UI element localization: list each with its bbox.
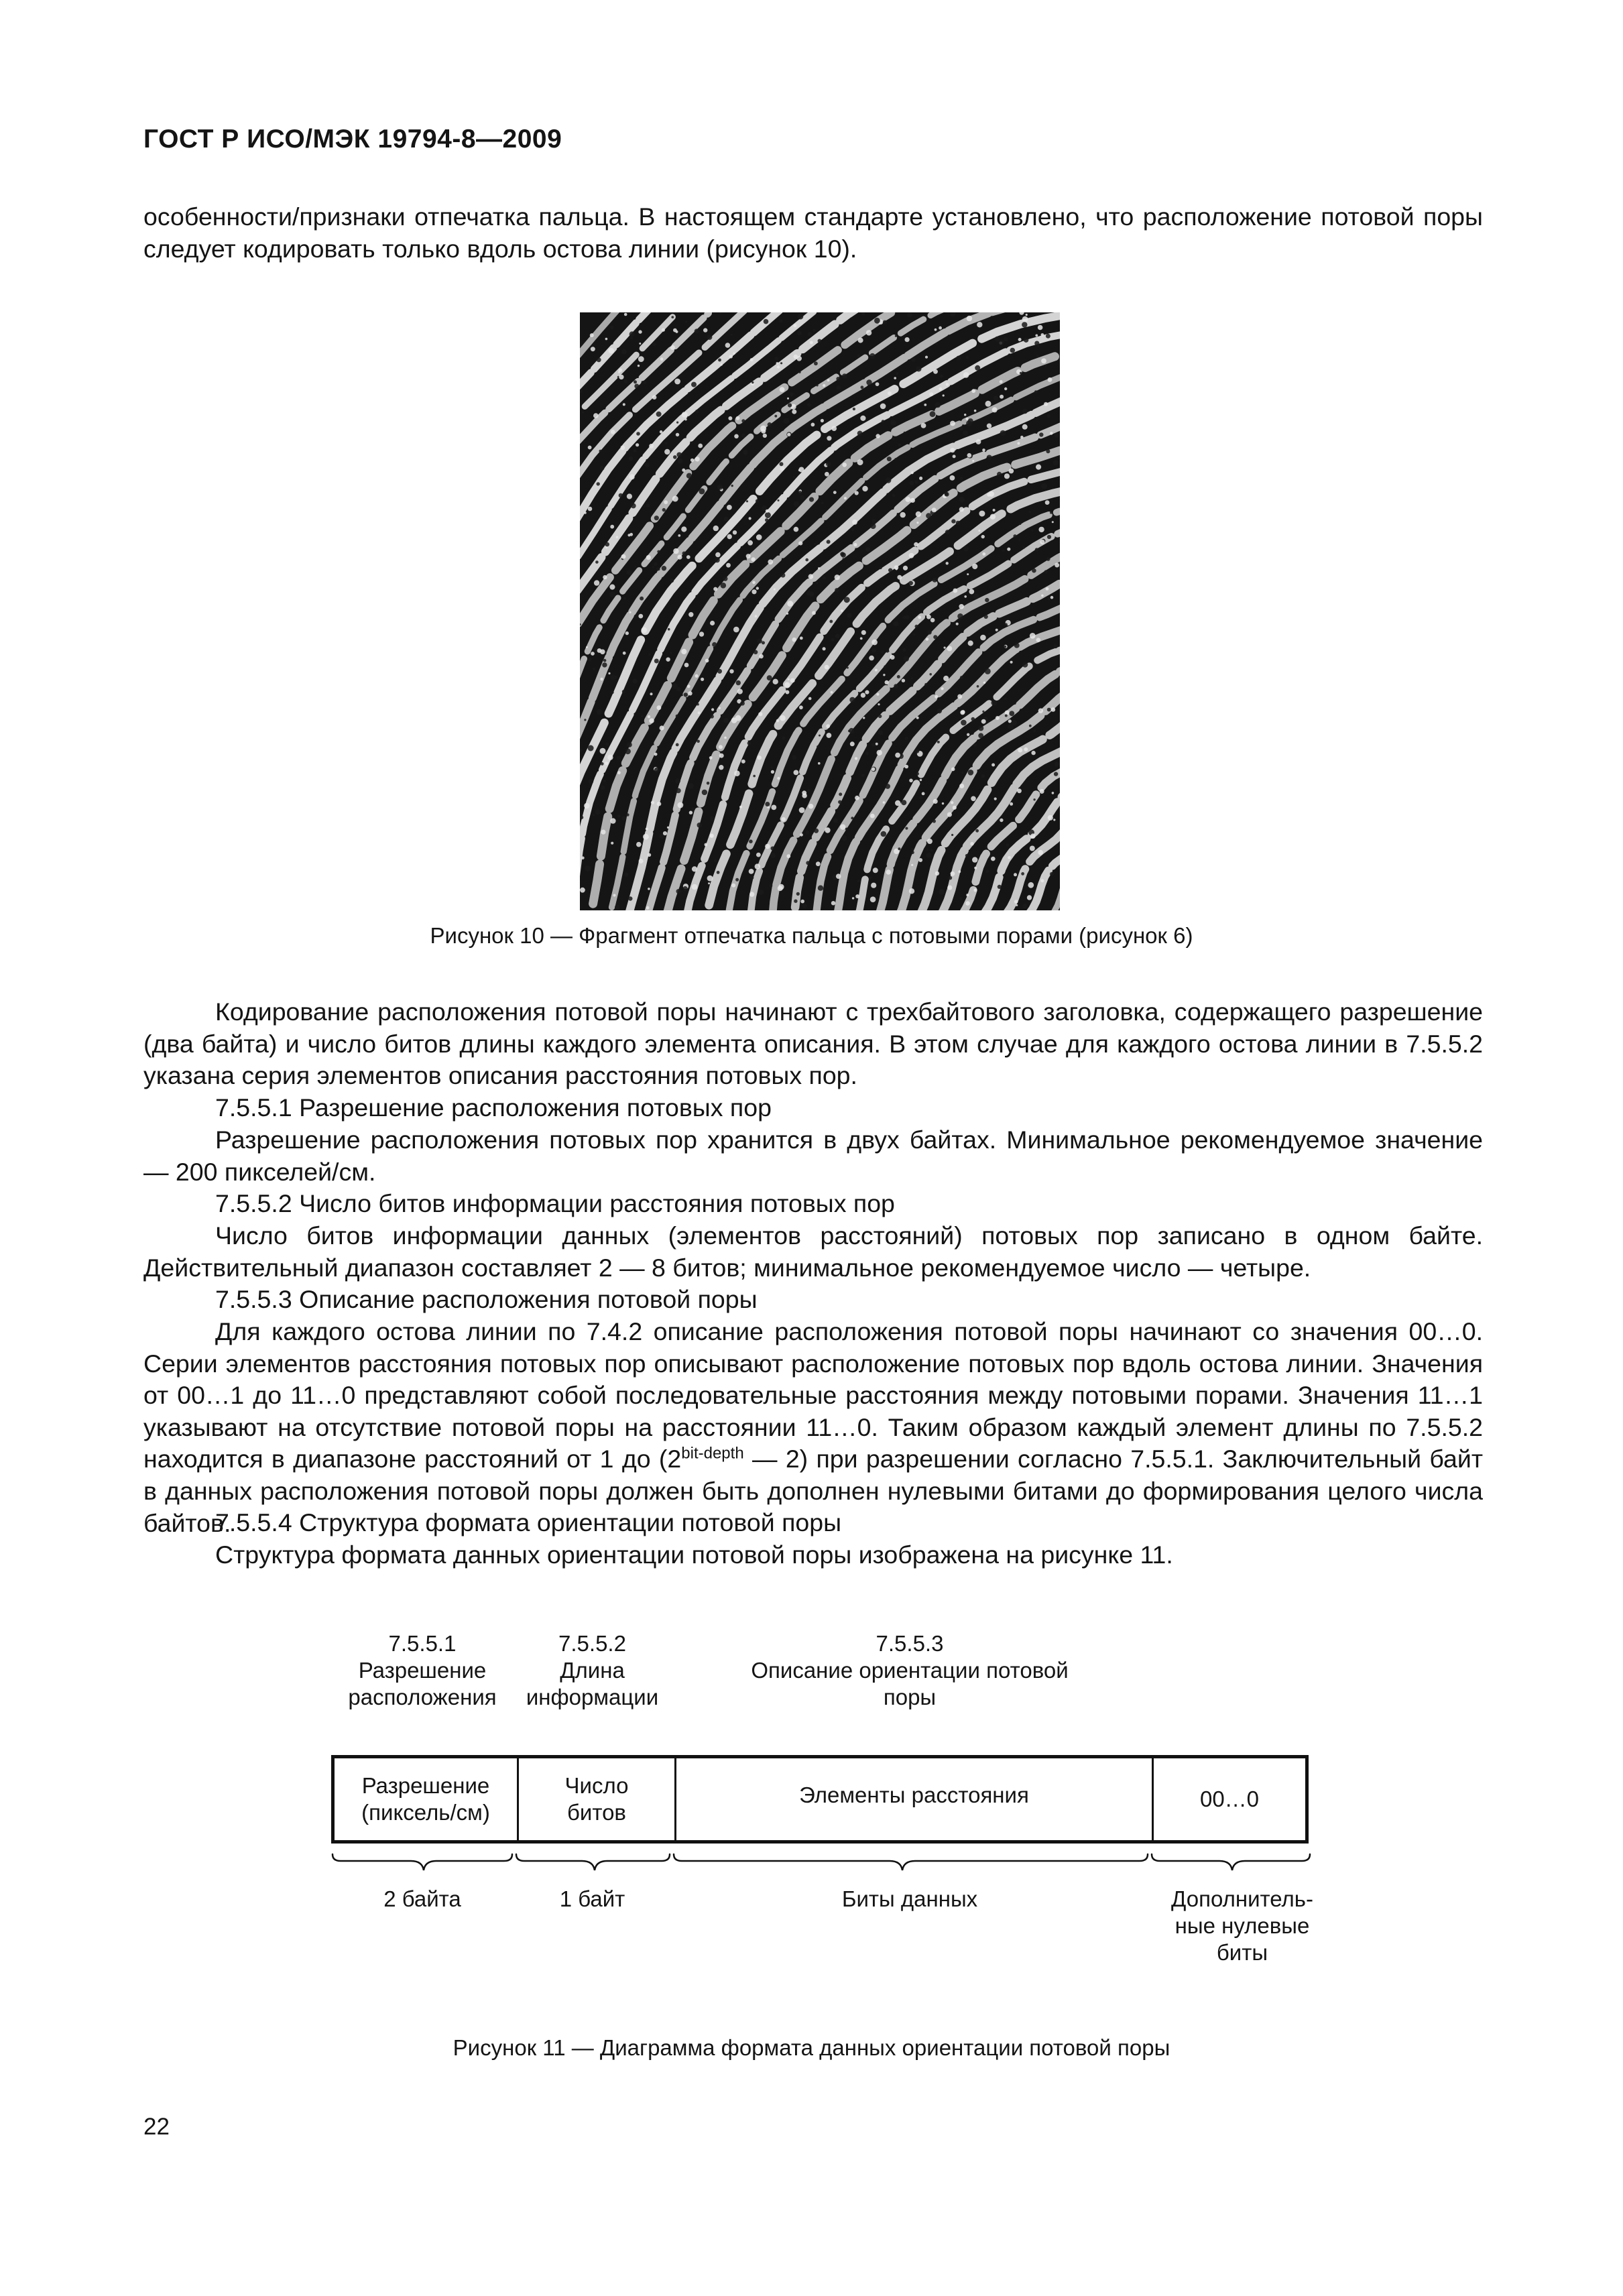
cell-distance-elements <box>674 1758 1152 1840</box>
cell-resolution <box>335 1758 517 1840</box>
bit-depth-superscript: bit-depth <box>681 1444 744 1463</box>
figure10-caption: Рисунок 10 — Фрагмент отпечатка пальца с потовыми порами (рисунок 6) <box>430 923 1193 948</box>
brace-label-padding-bits <box>1148 1886 1336 1966</box>
col-label-info-length <box>514 1630 671 1711</box>
cell-text: битов <box>567 1800 626 1825</box>
col-label-number: 7.5.5.2 <box>558 1631 626 1656</box>
paragraph-resolution: Разрешение расположения потовых пор хранится в двух байтах. Минимальное рекомендуемое значение — 200 пикселей/см. <box>143 1126 1483 1186</box>
col-label-line: поры <box>883 1685 937 1709</box>
brace-row <box>322 1852 1321 1878</box>
format-table <box>331 1755 1309 1844</box>
col-label-line: расположения <box>348 1685 497 1709</box>
brace-label-line: биты <box>1216 1940 1268 1965</box>
brace-data-bits <box>674 1854 1148 1870</box>
pore-description-text-b: — 2) при разрешении согласно 7.5.5.1. Заключительный байт в данных расположения потовой поры должен быть дополнен нулевыми битами до формирования целого числа байтов. <box>143 1445 1483 1537</box>
cell-zero-padding <box>1152 1758 1305 1840</box>
col-label-line: Разрешение <box>358 1658 487 1683</box>
section-7-5-5-1-heading: 7.5.5.1 Разрешение расположения потовых пор <box>215 1093 772 1122</box>
brace-label-data-bits: Биты данных <box>841 1886 978 1911</box>
section-7-5-5-3-heading: 7.5.5.3 Описание расположения потовой поры <box>215 1285 758 1313</box>
brace-label-1-byte: 1 байт <box>559 1886 625 1911</box>
cell-text: (пиксель/см) <box>361 1800 490 1825</box>
paragraph-bit-count: Число битов информации данных (элементов расстояний) потовых пор записано в одном байте. Действительный диапазон составляет 2 — 8 битов; минимальное рекомендуемое число — четыре. <box>143 1221 1483 1282</box>
brace-resolution <box>333 1854 512 1870</box>
fingerprint-ridges <box>580 312 1060 910</box>
section-7-5-5-4-heading: 7.5.5.4 Структура формата ориентации потовой поры <box>215 1508 842 1536</box>
paragraph-structure-ref: Структура формата данных ориентации потовой поры изображена на рисунке 11. <box>215 1540 1173 1569</box>
section-7-5-5-2-heading: 7.5.5.2 Число битов информации расстояния потовых пор <box>215 1189 895 1217</box>
intro-paragraph: особенности/признаки отпечатка пальца. В настоящем стандарте установлено, что расположение потовой поры следует кодировать только вдоль остова линии (рисунок 10). <box>143 202 1483 263</box>
col-label-number: 7.5.5.3 <box>876 1631 944 1656</box>
pore-description-text-a: Для каждого остова линии по 7.4.2 описание расположения потовой поры начинают со значения 00…0. Серии элементов расстояния потовых пор описывают расположение потовых пор вдоль остова линии. Значения от 00…1 до 11…0 представляют собой последовательные расстояния между потовыми порами. Значения 11…1 указывают на отсутствие потовой поры на расстоянии 11…0. Таким образом каждый элемент длины по 7.5.5.2 находится в диапазоне расстояний от 1 до (2 <box>143 1317 1483 1473</box>
document-header: ГОСТ Р ИСО/МЭК 19794-8—2009 <box>143 125 562 154</box>
brace-label-line: Дополнитель- <box>1171 1886 1313 1911</box>
cell-text: Число <box>564 1773 629 1798</box>
col-label-line: Длина <box>560 1658 625 1683</box>
col-label-line: Описание ориентации потовой <box>751 1658 1069 1683</box>
cell-text: Разрешение <box>361 1773 490 1798</box>
col-label-number: 7.5.5.1 <box>388 1631 457 1656</box>
brace-padding-bits <box>1152 1854 1310 1870</box>
brace-label-2-bytes: 2 байта <box>383 1886 461 1911</box>
brace-label-line: ные нулевые <box>1175 1913 1310 1938</box>
figure11-caption: Рисунок 11 — Диаграмма формата данных ориентации потовой поры <box>453 2035 1170 2060</box>
cell-bit-count <box>517 1758 674 1840</box>
cell-text: Элементы расстояния <box>799 1783 1029 1807</box>
paragraph-encoding-header: Кодирование расположения потовой поры начинают с трехбайтового заголовка, содержащего разрешение (два байта) и число битов длины каждого элемента описания. В этом случае для каждого остова линии в 7.5.5.2 указана серия элементов описания расстояния потовых пор. <box>143 998 1483 1090</box>
col-label-resolution <box>331 1630 514 1711</box>
brace-bit-count <box>516 1854 670 1870</box>
col-label-orientation <box>671 1630 1148 1711</box>
paragraph-pore-description <box>143 1316 1483 1539</box>
cell-text: 00…0 <box>1199 1787 1260 1811</box>
fingerprint-image <box>580 312 1060 910</box>
col-label-line: информации <box>526 1685 659 1709</box>
page-number: 22 <box>143 2114 170 2140</box>
